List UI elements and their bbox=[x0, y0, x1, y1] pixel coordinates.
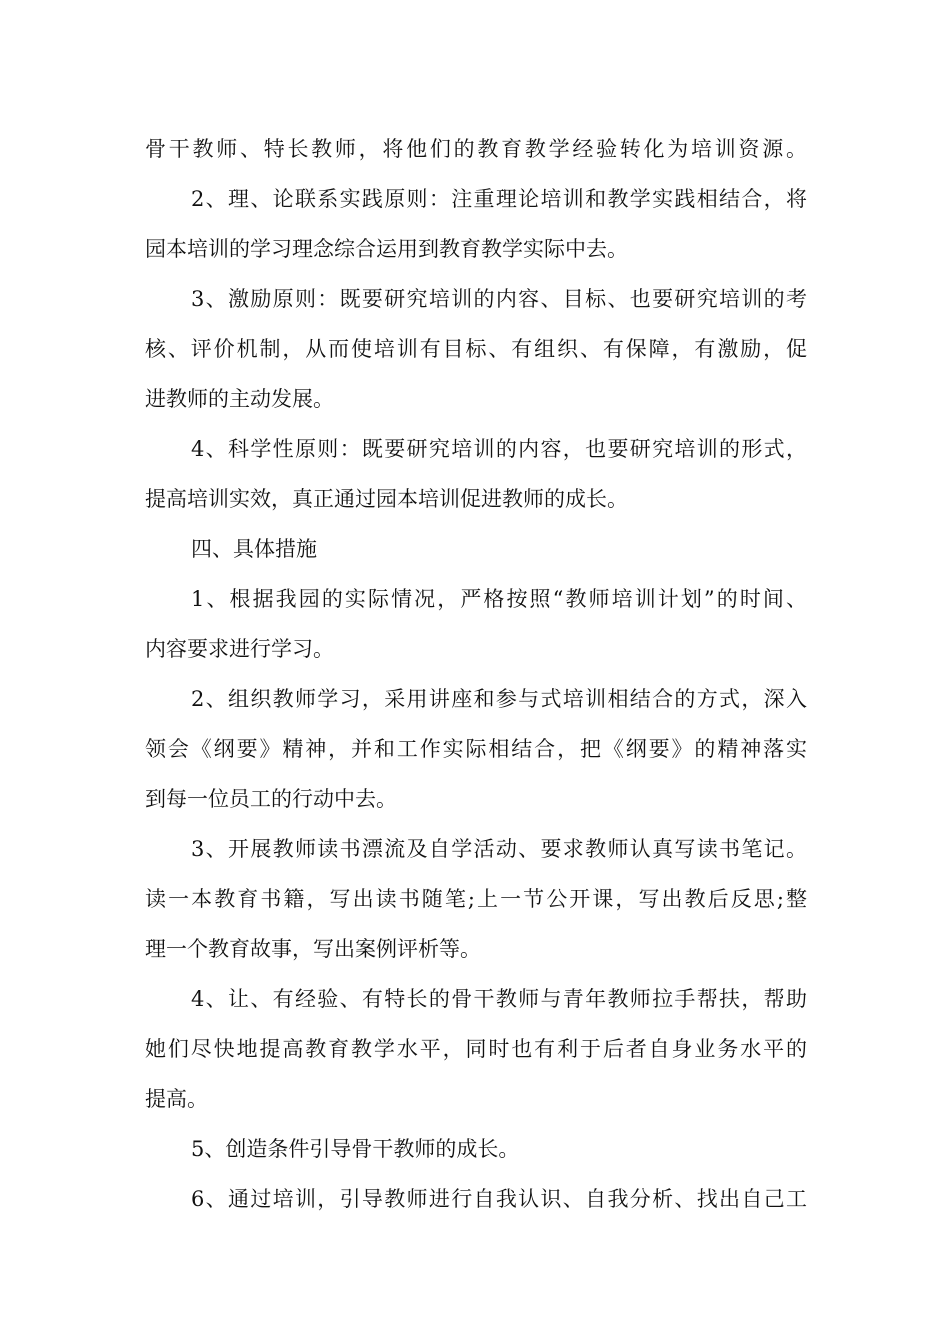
text-line: 理一个教育故事，写出案例评析等。 bbox=[145, 937, 481, 961]
text-line: 核、评价机制，从而使培训有目标、有组织、有保障，有激励，促 bbox=[145, 337, 807, 361]
text-line: 读一本教育书籍，写出读书随笔;上一节公开课，写出教后反思;整 bbox=[145, 887, 807, 911]
section-heading: 四、具体措施 bbox=[191, 537, 317, 561]
text-line: 进教师的主动发展。 bbox=[145, 387, 334, 411]
document-page bbox=[145, 124, 807, 1224]
text-line: 1、根据我园的实际情况，严格按照“教师培训计划”的时间、 bbox=[191, 587, 807, 611]
text-line: 6、通过培训，引导教师进行自我认识、自我分析、找出自己工 bbox=[191, 1187, 807, 1211]
text-line: 5、创造条件引导骨干教师的成长。 bbox=[191, 1137, 520, 1161]
text-line: 园本培训的学习理念综合运用到教育教学实际中去。 bbox=[145, 237, 628, 261]
text-line: 4、让、有经验、有特长的骨干教师与青年教师拉手帮扶，帮助 bbox=[191, 987, 807, 1011]
text-line: 到每一位员工的行动中去。 bbox=[145, 787, 397, 811]
text-line: 领会《纲要》精神，并和工作实际相结合，把《纲要》的精神落实 bbox=[145, 737, 807, 761]
text-line: 2、理、论联系实践原则：注重理论培训和教学实践相结合，将 bbox=[191, 187, 807, 211]
text-line: 骨干教师、特长教师，将他们的教育教学经验转化为培训资源。 bbox=[145, 137, 807, 161]
text-line: 提高培训实效，真正通过园本培训促进教师的成长。 bbox=[145, 487, 628, 511]
text-line: 2、组织教师学习，采用讲座和参与式培训相结合的方式，深入 bbox=[191, 687, 807, 711]
text-line: 3、开展教师读书漂流及自学活动、要求教师认真写读书笔记。 bbox=[191, 837, 807, 861]
text-line: 她们尽快地提高教育教学水平，同时也有利于后者自身业务水平的 bbox=[145, 1037, 807, 1061]
text-line: 提高。 bbox=[145, 1087, 208, 1111]
text-line: 4、科学性原则：既要研究培训的内容，也要研究培训的形式， bbox=[191, 437, 807, 461]
text-line: 内容要求进行学习。 bbox=[145, 637, 334, 661]
text-line: 3、激励原则：既要研究培训的内容、目标、也要研究培训的考 bbox=[191, 287, 807, 311]
